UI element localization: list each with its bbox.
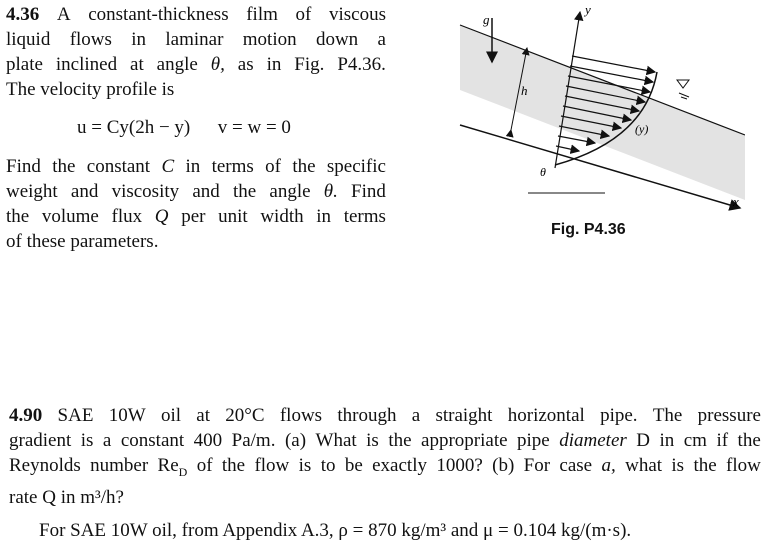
word: width — [260, 206, 304, 227]
word: down — [315, 29, 359, 50]
word: case — [559, 455, 593, 476]
word: volume — [41, 206, 99, 227]
problem-line — [6, 2, 386, 27]
word: laminar — [165, 29, 224, 50]
equation-u: u = Cy(2h − y) — [77, 117, 191, 138]
word: Q — [154, 206, 169, 227]
word: diameter — [559, 430, 627, 451]
word: P4.36. — [337, 54, 386, 75]
word: what — [625, 455, 663, 476]
word: Pa/m. — [231, 430, 276, 451]
word: at — [196, 405, 210, 426]
word: of — [295, 4, 312, 25]
word: appropriate — [421, 430, 508, 451]
problem-line — [6, 52, 386, 77]
word: the — [232, 181, 257, 202]
word: of — [265, 156, 281, 177]
problem-number: 4.36 — [6, 4, 40, 25]
word: to — [320, 455, 336, 476]
word: film — [246, 4, 278, 25]
word: A — [56, 4, 71, 25]
word: The — [652, 405, 683, 426]
word: Fig. — [294, 54, 325, 75]
word: Reynolds — [9, 455, 81, 476]
word: Find — [6, 156, 41, 177]
word: the — [737, 430, 761, 451]
word: (a) — [284, 430, 307, 451]
liquid-film — [460, 25, 745, 200]
word: 10W — [108, 405, 146, 426]
word: viscosity — [111, 181, 180, 202]
problem-4-36-find — [6, 154, 386, 254]
problem-4-36 — [6, 2, 386, 102]
word: a, — [601, 455, 616, 476]
word: at — [130, 54, 144, 75]
word: exactly — [372, 455, 427, 476]
word: angle — [269, 181, 311, 202]
word: θ. — [323, 181, 338, 202]
word: constant — [86, 156, 151, 177]
word: the — [292, 156, 316, 177]
word: per — [181, 206, 206, 227]
figure-p4-36 — [455, 0, 745, 225]
word: a — [411, 405, 421, 426]
word: be — [344, 455, 363, 476]
word: 1000? — [436, 455, 483, 476]
word: SAE — [57, 405, 94, 426]
label-g: g — [483, 12, 490, 27]
word: the — [6, 206, 30, 227]
problem-line — [6, 204, 386, 229]
word: inclined — [55, 54, 118, 75]
label-theta: θ — [540, 165, 546, 179]
problem-4-90 — [9, 403, 761, 510]
word: the — [221, 455, 246, 476]
problem-line — [9, 403, 761, 428]
word: in — [185, 156, 201, 177]
word: the — [52, 156, 76, 177]
word: of — [196, 455, 213, 476]
word: a — [377, 29, 386, 50]
free-surface-symbol-icon — [677, 80, 689, 99]
word: flux — [111, 206, 143, 227]
word: horizontal — [507, 405, 585, 426]
problem-line — [6, 27, 386, 52]
word: if — [716, 430, 729, 451]
word: terms — [211, 156, 254, 177]
word: is — [80, 430, 94, 451]
equation-vw: v = w = 0 — [217, 117, 291, 138]
label-x: x — [733, 194, 739, 209]
word: of these parameters. — [6, 231, 159, 252]
word: gradient — [9, 430, 72, 451]
word: 400 — [193, 430, 223, 451]
word: 20°C — [225, 405, 265, 426]
word: is — [298, 455, 312, 476]
word: in — [316, 206, 332, 227]
word: flows — [279, 405, 323, 426]
word: in — [659, 430, 675, 451]
word: number — [90, 455, 149, 476]
word: as — [237, 54, 254, 75]
problem-line — [9, 428, 761, 453]
problem-line — [6, 179, 386, 204]
label-u-of-y: (y) — [635, 122, 649, 136]
problem-line — [6, 154, 386, 179]
word: in — [266, 54, 282, 75]
word: motion — [242, 29, 297, 50]
label-y: y — [585, 2, 591, 17]
word: a — [102, 430, 112, 451]
word: the — [693, 455, 717, 476]
word: flow — [726, 455, 761, 476]
word: through — [337, 405, 397, 426]
word: For — [523, 455, 551, 476]
word: oil — [160, 405, 181, 426]
word: terms — [343, 206, 386, 227]
velocity-equation — [77, 117, 291, 139]
word: pipe — [517, 430, 550, 451]
problem-line — [6, 77, 386, 102]
word: and — [70, 181, 99, 202]
word: specific — [326, 156, 386, 177]
word: in — [131, 29, 147, 50]
word: constant-thickness — [88, 4, 229, 25]
word: plate — [6, 54, 43, 75]
word: flows — [69, 29, 112, 50]
word: unit — [218, 206, 248, 227]
word: pressure — [697, 405, 761, 426]
word: liquid — [6, 29, 51, 50]
word: The velocity profile is — [6, 79, 175, 100]
word: (b) — [492, 455, 515, 476]
word: pipe. — [600, 405, 638, 426]
word: is — [671, 455, 685, 476]
word: constant — [120, 430, 185, 451]
word: viscous — [328, 4, 386, 25]
word: θ, — [210, 54, 225, 75]
word: Find — [351, 181, 386, 202]
word: weight — [6, 181, 58, 202]
word: flow — [254, 455, 290, 476]
property-note: For SAE 10W oil, from Appendix A.3, ρ = 870 kg/m³ and μ = 0.104 kg/(m·s). — [39, 520, 632, 541]
problem-line — [6, 229, 386, 254]
label-h: h — [521, 83, 528, 98]
problem-line — [9, 453, 761, 485]
reynolds-symbol: $Re_D$ — [157, 455, 188, 479]
word: and — [192, 181, 220, 202]
word: cm — [683, 430, 707, 451]
word: the — [388, 430, 412, 451]
figure-caption: Fig. P4.36 — [551, 221, 626, 238]
word: C — [161, 156, 175, 177]
word: straight — [435, 405, 493, 426]
problem-number: 4.90 — [9, 405, 43, 426]
word: angle — [156, 54, 198, 75]
word: What — [315, 430, 357, 451]
word: D — [636, 430, 650, 451]
problem-line — [9, 485, 761, 510]
word: is — [366, 430, 379, 451]
word: rate Q in m³/h? — [9, 486, 124, 508]
